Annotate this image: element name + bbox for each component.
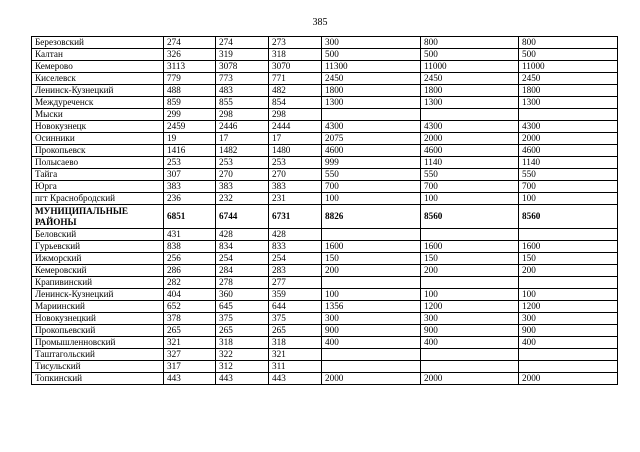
table-row (32, 49, 618, 61)
row-name-cell: Ленинск-Кузнецкий (32, 289, 164, 301)
table-row (32, 349, 618, 361)
row-name-cell: Топкинский (32, 373, 164, 385)
value-cell-4: 1600 (322, 241, 421, 253)
value-cell-6: 1140 (519, 157, 618, 169)
value-cell-3: 6731 (269, 205, 322, 229)
value-cell-1: 321 (164, 337, 216, 349)
value-cell-3: 1480 (269, 145, 322, 157)
table-body (32, 37, 618, 385)
value-cell-2: 428 (216, 229, 269, 241)
value-cell-6: 2450 (519, 73, 618, 85)
value-cell-4 (322, 349, 421, 361)
table-row (32, 109, 618, 121)
row-name-cell: Междуреченск (32, 97, 164, 109)
value-cell-5: 2450 (421, 73, 519, 85)
table-row (32, 181, 618, 193)
row-name-cell: пгт Краснобродский (32, 193, 164, 205)
value-cell-2: 270 (216, 169, 269, 181)
value-cell-4: 100 (322, 289, 421, 301)
row-name-cell: Осинники (32, 133, 164, 145)
value-cell-5: 1600 (421, 241, 519, 253)
value-cell-3: 644 (269, 301, 322, 313)
value-cell-6: 900 (519, 325, 618, 337)
value-cell-2: 312 (216, 361, 269, 373)
table-row (32, 169, 618, 181)
value-cell-5: 300 (421, 313, 519, 325)
value-cell-5: 100 (421, 193, 519, 205)
value-cell-2: 265 (216, 325, 269, 337)
value-cell-3: 2444 (269, 121, 322, 133)
value-cell-4 (322, 361, 421, 373)
table-row (32, 301, 618, 313)
value-cell-2: 318 (216, 337, 269, 349)
value-cell-4: 500 (322, 49, 421, 61)
row-name-cell: Березовский (32, 37, 164, 49)
row-name-cell: Киселевск (32, 73, 164, 85)
table-row (32, 121, 618, 133)
value-cell-6 (519, 229, 618, 241)
value-cell-2: 2446 (216, 121, 269, 133)
row-name-cell: Крапивинский (32, 277, 164, 289)
value-cell-6: 1300 (519, 97, 618, 109)
value-cell-4: 1800 (322, 85, 421, 97)
value-cell-5: 2000 (421, 133, 519, 145)
table-row (32, 37, 618, 49)
row-name-cell: Ижморский (32, 253, 164, 265)
value-cell-3: 771 (269, 73, 322, 85)
value-cell-1: 286 (164, 265, 216, 277)
value-cell-1: 859 (164, 97, 216, 109)
value-cell-5: 800 (421, 37, 519, 49)
value-cell-1: 838 (164, 241, 216, 253)
value-cell-2: 253 (216, 157, 269, 169)
value-cell-6: 4600 (519, 145, 618, 157)
value-cell-1: 299 (164, 109, 216, 121)
row-name-cell: Прокопьевск (32, 145, 164, 157)
row-name-cell: Мыски (32, 109, 164, 121)
row-name-cell: МУНИЦИПАЛЬНЫЕ РАЙОНЫ (32, 205, 164, 229)
value-cell-3: 482 (269, 85, 322, 97)
value-cell-4: 8826 (322, 205, 421, 229)
value-cell-5: 1200 (421, 301, 519, 313)
value-cell-2: 383 (216, 181, 269, 193)
value-cell-1: 2459 (164, 121, 216, 133)
row-name-cell: Тайга (32, 169, 164, 181)
value-cell-1: 282 (164, 277, 216, 289)
row-name-cell: Кемерово (32, 61, 164, 73)
value-cell-1: 378 (164, 313, 216, 325)
value-cell-2: 6744 (216, 205, 269, 229)
table-row (32, 145, 618, 157)
value-cell-3: 270 (269, 169, 322, 181)
value-cell-4: 11300 (322, 61, 421, 73)
value-cell-2: 483 (216, 85, 269, 97)
value-cell-1: 236 (164, 193, 216, 205)
value-cell-2: 319 (216, 49, 269, 61)
value-cell-2: 360 (216, 289, 269, 301)
value-cell-1: 265 (164, 325, 216, 337)
row-name-cell: Полысаево (32, 157, 164, 169)
value-cell-4: 100 (322, 193, 421, 205)
value-cell-2: 278 (216, 277, 269, 289)
value-cell-2: 855 (216, 97, 269, 109)
value-cell-3: 254 (269, 253, 322, 265)
value-cell-5: 900 (421, 325, 519, 337)
value-cell-4: 150 (322, 253, 421, 265)
value-cell-2: 1482 (216, 145, 269, 157)
value-cell-3: 253 (269, 157, 322, 169)
table-row (32, 229, 618, 241)
value-cell-4: 4600 (322, 145, 421, 157)
value-cell-3: 443 (269, 373, 322, 385)
value-cell-6: 2000 (519, 133, 618, 145)
value-cell-4: 2000 (322, 373, 421, 385)
value-cell-5: 8560 (421, 205, 519, 229)
value-cell-2: 834 (216, 241, 269, 253)
row-name-cell: Новокузнецкий (32, 313, 164, 325)
value-cell-4: 2450 (322, 73, 421, 85)
value-cell-5: 500 (421, 49, 519, 61)
value-cell-2: 298 (216, 109, 269, 121)
value-cell-4: 300 (322, 313, 421, 325)
value-cell-1: 3113 (164, 61, 216, 73)
table-row (32, 85, 618, 97)
value-cell-6: 8560 (519, 205, 618, 229)
row-name-cell: Гурьевский (32, 241, 164, 253)
table-row (32, 73, 618, 85)
value-cell-1: 307 (164, 169, 216, 181)
value-cell-3: 17 (269, 133, 322, 145)
row-name-cell: Кемеровский (32, 265, 164, 277)
value-cell-5: 1300 (421, 97, 519, 109)
row-name-cell: Новокузнецк (32, 121, 164, 133)
value-cell-1: 431 (164, 229, 216, 241)
value-cell-3: 375 (269, 313, 322, 325)
value-cell-5 (421, 229, 519, 241)
value-cell-6: 500 (519, 49, 618, 61)
row-name-cell: Промышленновский (32, 337, 164, 349)
value-cell-2: 232 (216, 193, 269, 205)
value-cell-5: 2000 (421, 373, 519, 385)
value-cell-1: 1416 (164, 145, 216, 157)
value-cell-2: 274 (216, 37, 269, 49)
value-cell-2: 254 (216, 253, 269, 265)
row-name-cell: Калтан (32, 49, 164, 61)
value-cell-3: 3070 (269, 61, 322, 73)
value-cell-5: 11000 (421, 61, 519, 73)
table-row (32, 325, 618, 337)
table-row (32, 61, 618, 73)
value-cell-4: 400 (322, 337, 421, 349)
value-cell-1: 19 (164, 133, 216, 145)
value-cell-1: 443 (164, 373, 216, 385)
value-cell-2: 645 (216, 301, 269, 313)
table-row (32, 157, 618, 169)
table-row (32, 361, 618, 373)
value-cell-6: 1800 (519, 85, 618, 97)
value-cell-6 (519, 349, 618, 361)
value-cell-4 (322, 277, 421, 289)
table-row (32, 97, 618, 109)
value-cell-5: 4600 (421, 145, 519, 157)
value-cell-5: 4300 (421, 121, 519, 133)
table-row (32, 337, 618, 349)
value-cell-4 (322, 229, 421, 241)
value-cell-5 (421, 109, 519, 121)
value-cell-4 (322, 109, 421, 121)
value-cell-6: 150 (519, 253, 618, 265)
table-row (32, 373, 618, 385)
value-cell-5 (421, 361, 519, 373)
row-name-cell: Тисульский (32, 361, 164, 373)
table-row (32, 133, 618, 145)
value-cell-5: 200 (421, 265, 519, 277)
value-cell-1: 652 (164, 301, 216, 313)
value-cell-6 (519, 361, 618, 373)
value-cell-6: 2000 (519, 373, 618, 385)
row-name-cell: Ленинск-Кузнецкий (32, 85, 164, 97)
value-cell-6: 800 (519, 37, 618, 49)
value-cell-6: 300 (519, 313, 618, 325)
value-cell-1: 6851 (164, 205, 216, 229)
table-row (32, 289, 618, 301)
value-cell-3: 311 (269, 361, 322, 373)
value-cell-1: 327 (164, 349, 216, 361)
value-cell-6: 200 (519, 265, 618, 277)
value-cell-6: 100 (519, 193, 618, 205)
value-cell-4: 550 (322, 169, 421, 181)
value-cell-5: 400 (421, 337, 519, 349)
value-cell-4: 1300 (322, 97, 421, 109)
value-cell-1: 383 (164, 181, 216, 193)
value-cell-4: 200 (322, 265, 421, 277)
table-row (32, 277, 618, 289)
value-cell-6: 400 (519, 337, 618, 349)
value-cell-2: 3078 (216, 61, 269, 73)
row-name-cell: Таштагольский (32, 349, 164, 361)
value-cell-3: 318 (269, 337, 322, 349)
value-cell-3: 854 (269, 97, 322, 109)
value-cell-5: 100 (421, 289, 519, 301)
value-cell-3: 833 (269, 241, 322, 253)
value-cell-1: 488 (164, 85, 216, 97)
table-row (32, 265, 618, 277)
table-row-total (32, 205, 618, 229)
table-row (32, 253, 618, 265)
value-cell-1: 404 (164, 289, 216, 301)
row-name-cell: Мариинский (32, 301, 164, 313)
table-row (32, 193, 618, 205)
value-cell-5 (421, 349, 519, 361)
page-number: 385 (312, 17, 328, 28)
value-cell-3: 359 (269, 289, 322, 301)
value-cell-3: 298 (269, 109, 322, 121)
value-cell-3: 277 (269, 277, 322, 289)
value-cell-2: 17 (216, 133, 269, 145)
value-cell-5: 1800 (421, 85, 519, 97)
value-cell-5: 550 (421, 169, 519, 181)
value-cell-5: 1140 (421, 157, 519, 169)
value-cell-4: 700 (322, 181, 421, 193)
value-cell-1: 326 (164, 49, 216, 61)
value-cell-3: 383 (269, 181, 322, 193)
table-row (32, 313, 618, 325)
value-cell-6: 100 (519, 289, 618, 301)
value-cell-6 (519, 109, 618, 121)
value-cell-3: 321 (269, 349, 322, 361)
value-cell-1: 253 (164, 157, 216, 169)
data-table (31, 36, 618, 385)
value-cell-1: 317 (164, 361, 216, 373)
value-cell-6: 11000 (519, 61, 618, 73)
value-cell-2: 375 (216, 313, 269, 325)
row-name-cell: Прокопьевский (32, 325, 164, 337)
value-cell-1: 274 (164, 37, 216, 49)
value-cell-3: 283 (269, 265, 322, 277)
value-cell-4: 999 (322, 157, 421, 169)
value-cell-6: 550 (519, 169, 618, 181)
value-cell-3: 273 (269, 37, 322, 49)
table-row (32, 241, 618, 253)
value-cell-1: 779 (164, 73, 216, 85)
value-cell-4: 1356 (322, 301, 421, 313)
value-cell-3: 265 (269, 325, 322, 337)
value-cell-2: 284 (216, 265, 269, 277)
value-cell-3: 318 (269, 49, 322, 61)
value-cell-5: 150 (421, 253, 519, 265)
value-cell-3: 428 (269, 229, 322, 241)
value-cell-6: 4300 (519, 121, 618, 133)
value-cell-3: 231 (269, 193, 322, 205)
value-cell-5: 700 (421, 181, 519, 193)
value-cell-2: 322 (216, 349, 269, 361)
value-cell-2: 773 (216, 73, 269, 85)
value-cell-5 (421, 277, 519, 289)
value-cell-6 (519, 277, 618, 289)
row-name-cell: Беловский (32, 229, 164, 241)
value-cell-4: 2075 (322, 133, 421, 145)
row-name-cell: Юрга (32, 181, 164, 193)
value-cell-6: 700 (519, 181, 618, 193)
value-cell-4: 300 (322, 37, 421, 49)
value-cell-4: 900 (322, 325, 421, 337)
value-cell-4: 4300 (322, 121, 421, 133)
value-cell-1: 256 (164, 253, 216, 265)
value-cell-6: 1200 (519, 301, 618, 313)
value-cell-6: 1600 (519, 241, 618, 253)
value-cell-2: 443 (216, 373, 269, 385)
